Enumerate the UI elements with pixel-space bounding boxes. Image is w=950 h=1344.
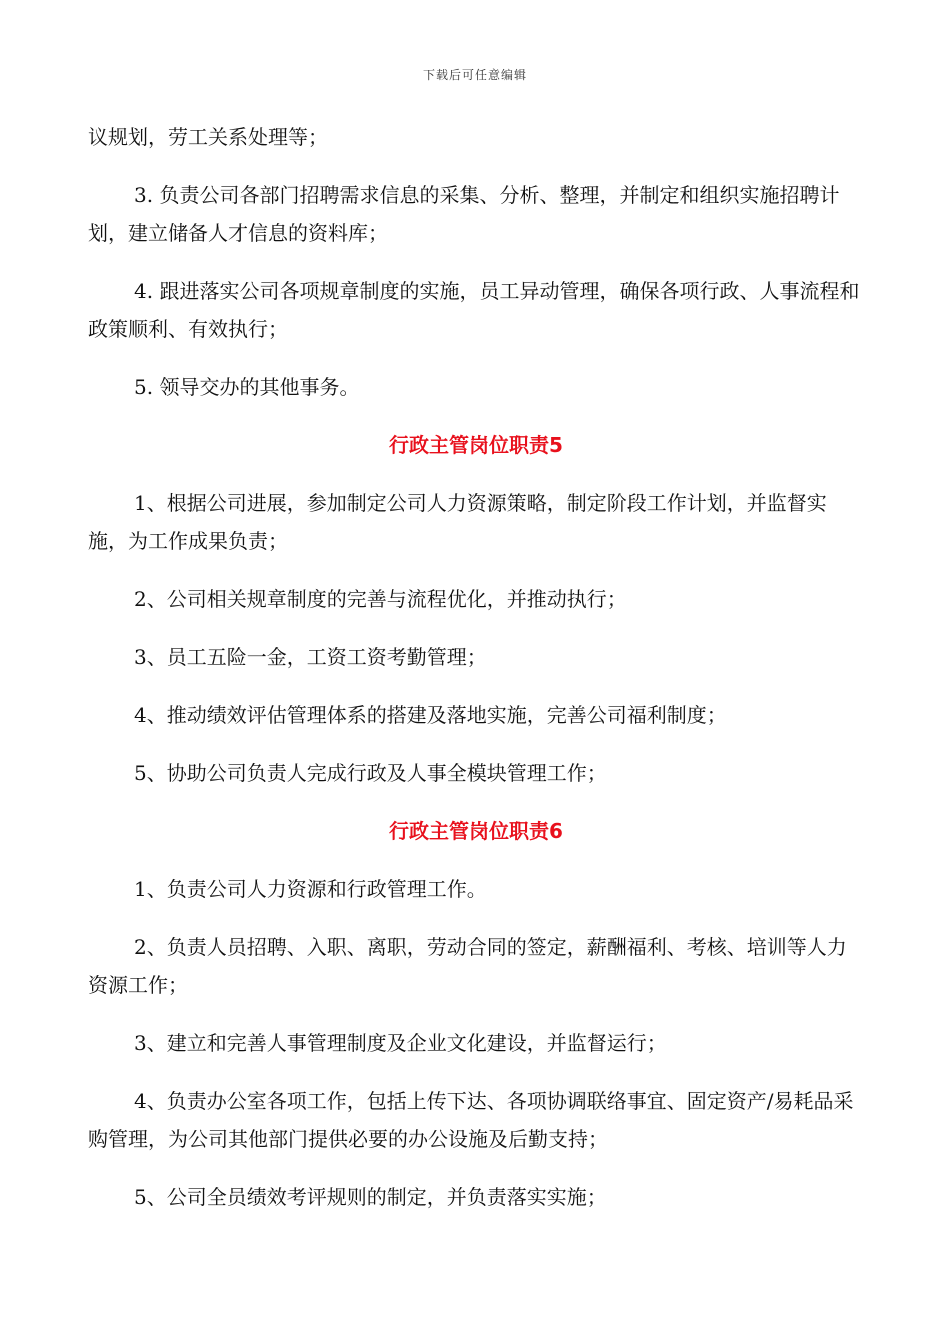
paragraph-item-4: 4. 跟进落实公司各项规章制度的实施，员工异动管理，确保各项行政、人事流程和政策顺利、有效执行； <box>88 279 860 341</box>
section-title-5: 行政主管岗位职责5 <box>389 433 563 457</box>
document-body <box>88 118 864 1236</box>
section5-item-2: 2、公司相关规章制度的完善与流程优化，并推动执行； <box>134 587 627 611</box>
section5-item-5: 5、协助公司负责人完成行政及人事全模块管理工作； <box>134 761 607 785</box>
header-note: 下载后可任意编辑 <box>422 68 527 82</box>
section6-item-3: 3、建立和完善人事管理制度及企业文化建设，并监督运行； <box>134 1031 667 1055</box>
section5-item-4: 4、推动绩效评估管理体系的搭建及落地实施，完善公司福利制度； <box>134 703 727 727</box>
section6-item-5: 5、公司全员绩效考评规则的制定，并负责落实实施； <box>134 1185 607 1209</box>
section5-item-1: 1、根据公司进展，参加制定公司人力资源策略，制定阶段工作计划，并监督实施，为工作成果负责； <box>88 491 827 553</box>
section6-item-4: 4、负责办公室各项工作，包括上传下达、各项协调联络事宜、固定资产/易耗品采购管理，为公司其他部门提供必要的办公设施及后勤支持； <box>88 1089 854 1151</box>
paragraph-item-3: 3. 负责公司各部门招聘需求信息的采集、分析、整理，并制定和组织实施招聘计划，建立储备人才信息的资料库； <box>88 183 840 245</box>
section-title-6: 行政主管岗位职责6 <box>389 819 563 843</box>
paragraph-continuation: 议规划，劳工关系处理等； <box>88 125 328 149</box>
paragraph-item-5: 5. 领导交办的其他事务。 <box>134 375 360 399</box>
section6-item-2: 2、负责人员招聘、入职、离职，劳动合同的签定，薪酬福利、考核、培训等人力资源工作； <box>88 935 847 997</box>
section5-item-3: 3、员工五险一金，工资工资考勤管理； <box>134 645 487 669</box>
section6-item-1: 1、负责公司人力资源和行政管理工作。 <box>134 877 487 901</box>
